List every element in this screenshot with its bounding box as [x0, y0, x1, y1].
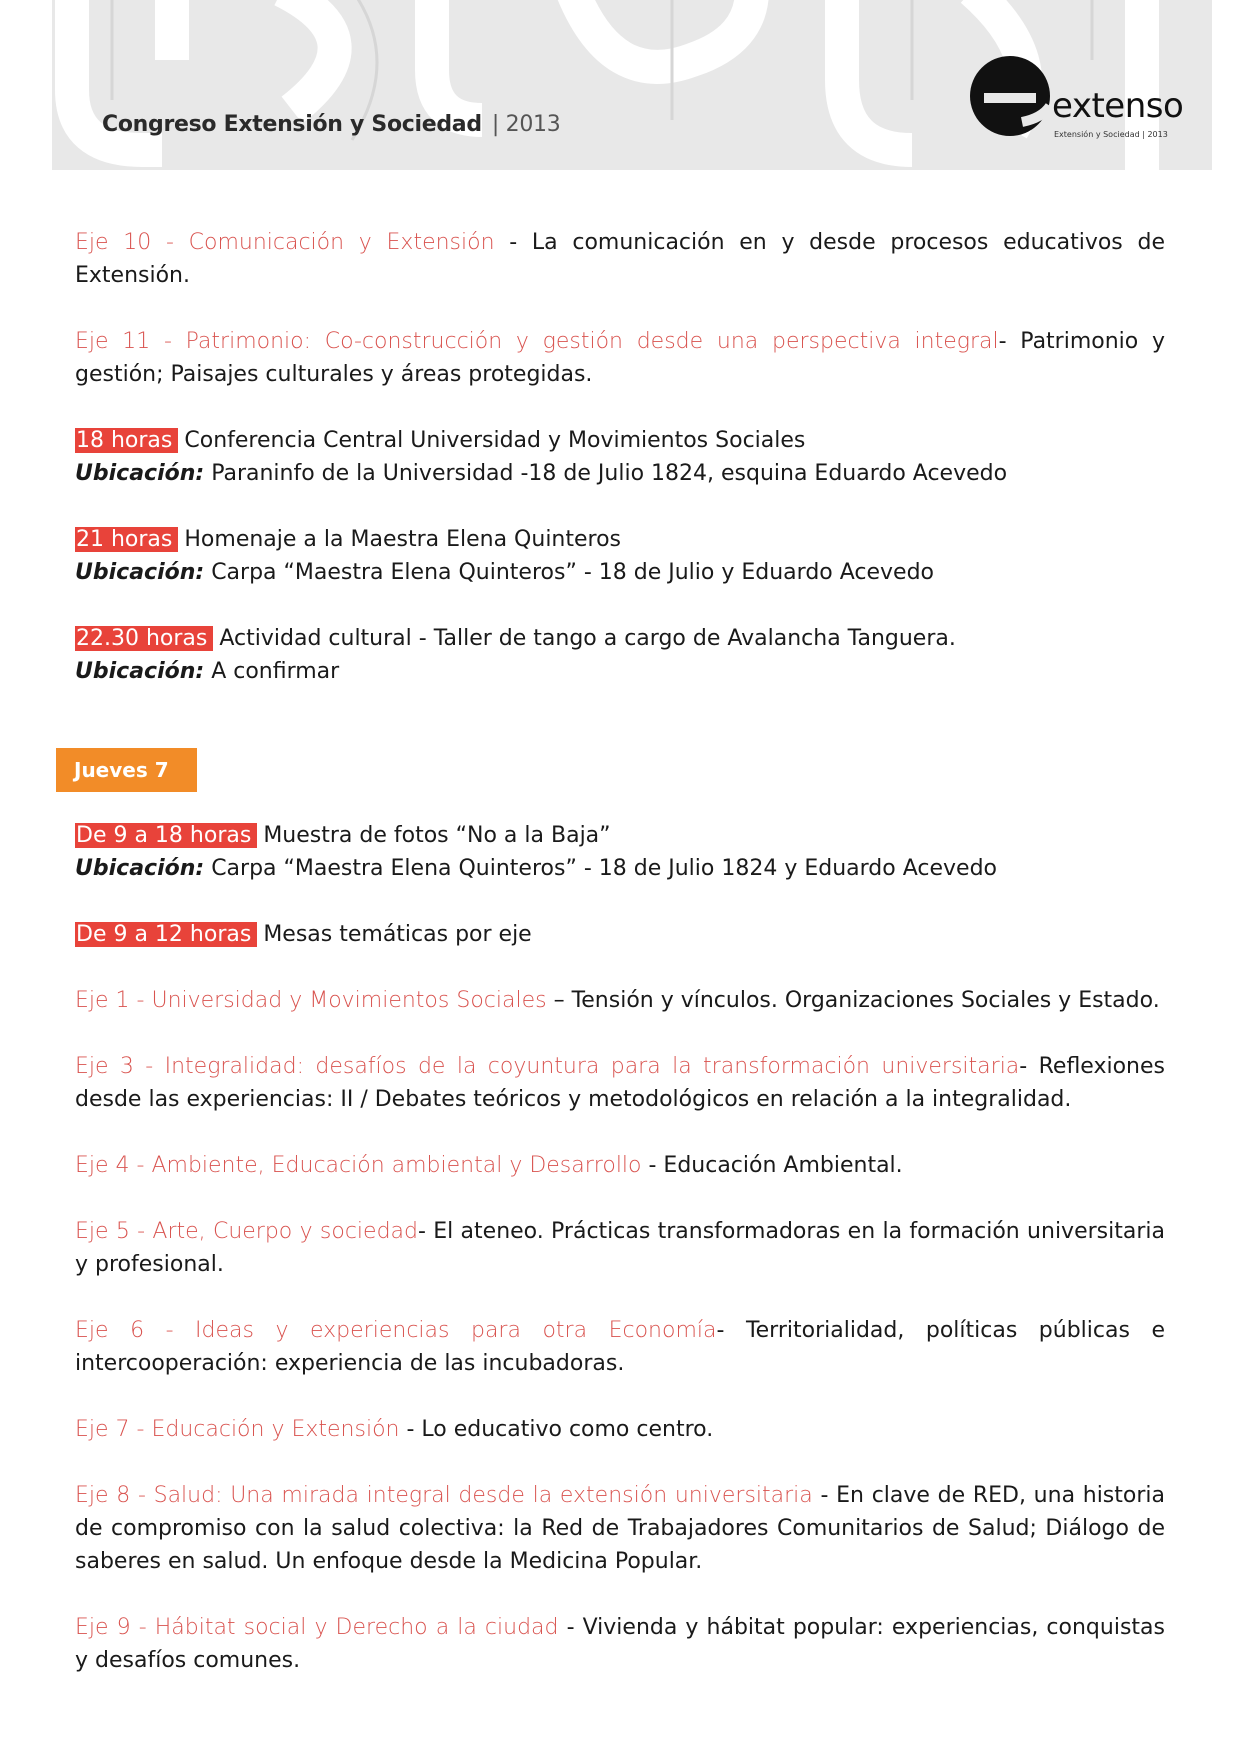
time-badge: De 9 a 12 horas: [75, 922, 257, 947]
location-text: Carpa “Maestra Elena Quinteros” - 18 de Julio 1824 y Eduardo Acevedo: [204, 856, 997, 881]
congress-title: [102, 112, 560, 137]
eje-title: Eje 1 - Universidad y Movimientos Sociales: [75, 988, 547, 1013]
event-9-12h: [75, 918, 1165, 951]
eje-description: - Educación Ambiental.: [641, 1153, 903, 1178]
eje-title: Eje 7 - Educación y Extensión: [75, 1417, 400, 1442]
event-title: Actividad cultural - Taller de tango a cargo de Avalancha Tanguera.: [219, 626, 956, 651]
program-content: [75, 226, 1165, 1710]
event-title: Conferencia Central Universidad y Movimientos Sociales: [184, 428, 806, 453]
eje-7: [75, 1413, 1165, 1446]
eje-description: - Reflexiones desde las experiencias: II / Debates teóricos y metodológicos en relación a la integralidad.: [75, 1054, 1165, 1112]
eje-6: [75, 1314, 1165, 1380]
extenso-logo: [962, 48, 1192, 148]
location-label: Ubicación:: [75, 461, 205, 486]
location-label: Ubicación:: [75, 560, 205, 585]
location-text: Carpa “Maestra Elena Quinteros” - 18 de Julio y Eduardo Acevedo: [204, 560, 935, 585]
logo-word: extenso: [1052, 86, 1184, 126]
eje-title: Eje 9 - Hábitat social y Derecho a la ciudad: [75, 1615, 559, 1640]
eje-1: [75, 984, 1165, 1017]
event-title: Mesas temáticas por eje: [263, 922, 532, 947]
location-label: Ubicación:: [75, 856, 205, 881]
eje-title: Eje 11 - Patrimonio: Co-construcción y gestión desde una perspectiva integral: [75, 329, 999, 354]
event-2230h: [75, 622, 1165, 688]
eje-5: [75, 1215, 1165, 1281]
location-label: Ubicación:: [75, 659, 205, 684]
time-badge: 18 horas: [75, 428, 178, 453]
eje-description: - Lo educativo como centro.: [399, 1417, 714, 1442]
eje-3: [75, 1050, 1165, 1116]
eje-title: Eje 6 - Ideas y experiencias para otra Economía: [75, 1318, 717, 1343]
eje-8: [75, 1479, 1165, 1578]
event-9-18h: [75, 819, 1165, 885]
event-18h: [75, 424, 1165, 490]
eje-11: [75, 325, 1165, 391]
location-text: Paraninfo de la Universidad -18 de Julio 1824, esquina Eduardo Acevedo: [204, 461, 1008, 486]
eje-description: - La comunicación en y desde procesos educativos de Extensión.: [75, 230, 1165, 288]
eje-9: [75, 1611, 1165, 1677]
event-21h: [75, 523, 1165, 589]
eje-description: - En clave de RED, una historia de compromiso con la salud colectiva: la Red de Trabajadores Comunitarios de Salud; Diálogo de saberes en salud. Un enfoque desde la Medicina Popular.: [75, 1483, 1165, 1574]
event-title: Muestra de fotos “No a la Baja”: [263, 823, 611, 848]
logo-subtitle: Extensión y Sociedad | 2013: [1054, 130, 1168, 139]
eje-description: - Patrimonio y gestión; Paisajes culturales y áreas protegidas.: [75, 329, 1165, 387]
eje-title: Eje 10 - Comunicación y Extensión: [75, 230, 495, 255]
location-text: A confirmar: [204, 659, 340, 684]
eje-title: Eje 4 - Ambiente, Educación ambiental y Desarrollo: [75, 1153, 642, 1178]
event-title: Homenaje a la Maestra Elena Quinteros: [184, 527, 622, 552]
eje-title: Eje 3 - Integralidad: desafíos de la coyuntura para la transformación universitaria: [75, 1054, 1020, 1079]
congress-year: | 2013: [491, 112, 561, 137]
eje-description: – Tensión y vínculos. Organizaciones Sociales y Estado.: [546, 988, 1160, 1013]
time-badge: 22.30 horas: [75, 626, 213, 651]
day-label: Jueves 7: [56, 748, 197, 792]
eje-description: - Territorialidad, políticas públicas e intercooperación: experiencia de las incubadoras.: [75, 1318, 1165, 1376]
eje-10: [75, 226, 1165, 292]
time-badge: De 9 a 18 horas: [75, 823, 257, 848]
eje-description: - El ateneo. Prácticas transformadoras en la formación universitaria y profesional.: [75, 1219, 1165, 1277]
eje-4: [75, 1149, 1165, 1182]
eje-title: Eje 8 - Salud: Una mirada integral desde la extensión universitaria: [75, 1483, 813, 1508]
logo-mark-icon: [962, 48, 1062, 148]
congress-title-text: Congreso Extensión y Sociedad: [102, 112, 482, 137]
eje-description: - Vivienda y hábitat popular: experiencias, conquistas y desafíos comunes.: [75, 1615, 1165, 1673]
header-banner: [52, 0, 1212, 170]
time-badge: 21 horas: [75, 527, 178, 552]
eje-title: Eje 5 - Arte, Cuerpo y sociedad: [75, 1219, 418, 1244]
